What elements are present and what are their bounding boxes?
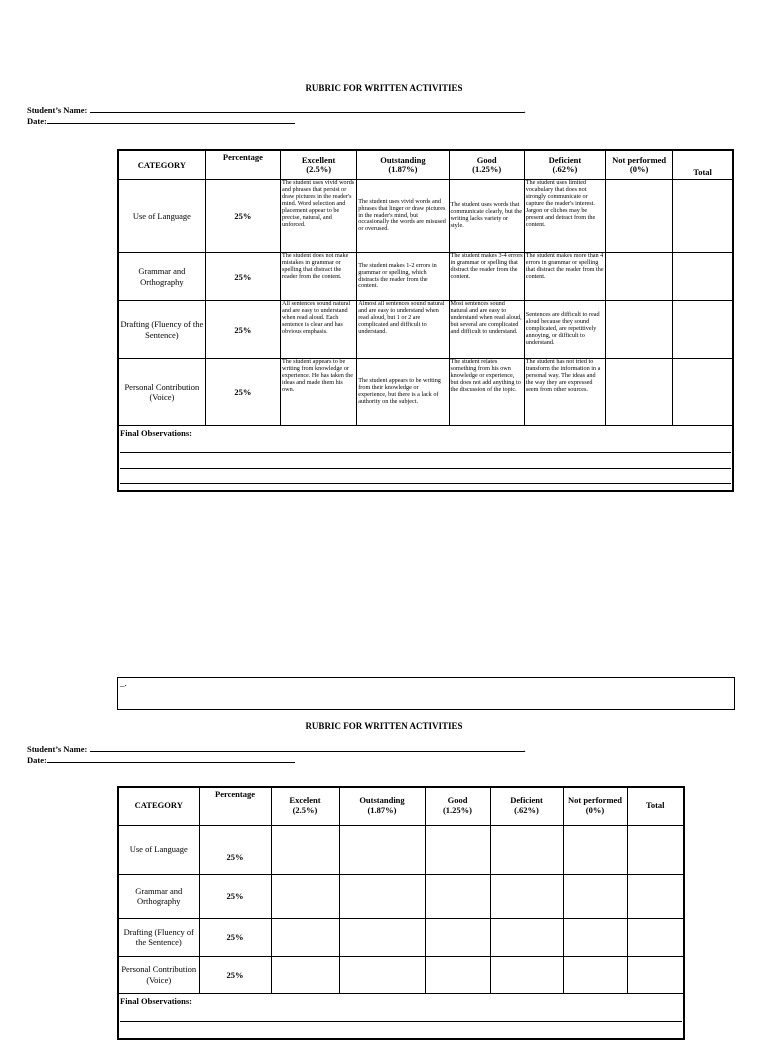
outstanding-cell: Almost all sentences sound natural and are easy to understand when read aloud, but 1 or 2 are complicated and difficult to understand.	[357, 301, 449, 359]
good-cell: The student relates something from his own knowledge or experience, but does not add anything to the discussion of the topic.	[449, 359, 524, 426]
table-row	[118, 874, 684, 918]
deficient-cell: The student uses limited vocabulary that does not strongly communicate or capture the reader's interest. Jargon or cliches may be present and detract from the content.	[524, 180, 605, 253]
excellent-cell: The student uses vivid words and phrases that persist or draw pictures in the reader's mind. Word selection and placement appear to be precise, natural, and unforced.	[281, 180, 357, 253]
rubric-table-2	[117, 786, 685, 1040]
header-not-performed: Not performed (0%)	[563, 787, 627, 825]
header-excellent: Excellent (2.5%)	[281, 150, 357, 180]
deficient-cell[interactable]	[490, 956, 563, 993]
header-row	[118, 787, 684, 825]
total-cell[interactable]	[673, 301, 733, 359]
date-label-2: Date:	[27, 755, 47, 765]
good-cell[interactable]	[425, 956, 490, 993]
category-cell: Use of Language	[118, 825, 199, 874]
category-cell: Drafting (Fluency of the Sentence)	[118, 918, 199, 956]
date-field[interactable]	[27, 116, 295, 126]
rubric-title: RUBRIC FOR WRITTEN ACTIVITIES	[305, 83, 463, 93]
total-cell[interactable]	[627, 956, 684, 993]
excellent-cell: The student appears to be writing from knowledge or experience. He has taken the ideas and made them his own.	[281, 359, 357, 426]
deficient-cell[interactable]	[490, 825, 563, 874]
percentage-cell: 25%	[205, 180, 280, 253]
deficient-cell: Sentences are difficult to read aloud because they sound complicated, are repetitively annoying, or difficult to understand.	[524, 301, 605, 359]
header-outstanding: Outstanding (1.87%)	[357, 150, 449, 180]
excellent-cell[interactable]	[271, 874, 339, 918]
outstanding-cell[interactable]	[339, 825, 425, 874]
deficient-cell: The student has not tried to transform the information in a personal way. The ideas and the way they are expressed seem from other sources.	[524, 359, 605, 426]
student-name-trailer: .	[523, 105, 526, 115]
outstanding-cell: The student uses vivid words and phrases that linger or draw pictures in the reader's mind, but occasionally the words are misused or overused.	[357, 180, 449, 253]
category-cell: Personal Contribution (Voice)	[118, 359, 205, 426]
header-good: Good (1.25%)	[425, 787, 490, 825]
excellent-cell[interactable]	[271, 825, 339, 874]
observation-line[interactable]	[120, 1006, 682, 1022]
header-good: Good (1.25%)	[449, 150, 524, 180]
not-performed-cell[interactable]	[563, 874, 627, 918]
good-cell: Most sentences sound natural and are easy to understand when read aloud, but several are complicated and difficult to understand.	[449, 301, 524, 359]
excellent-cell[interactable]	[271, 918, 339, 956]
table-row	[118, 253, 733, 301]
header-outstanding: Outstanding (1.87%)	[339, 787, 425, 825]
outstanding-cell: The student makes 1-2 errors in grammar or spelling, which distracts the reader from the content.	[357, 253, 449, 301]
table-row	[118, 359, 733, 426]
not-performed-cell[interactable]	[563, 825, 627, 874]
percentage-cell: 25%	[199, 874, 271, 918]
observation-line[interactable]	[120, 438, 731, 453]
date-label: Date:	[27, 116, 47, 126]
percentage-cell: 25%	[199, 956, 271, 993]
student-name-trailer-2: .	[523, 744, 526, 754]
total-cell[interactable]	[673, 359, 733, 426]
table-row	[118, 918, 684, 956]
category-cell: Use of Language	[118, 180, 205, 253]
not-performed-cell[interactable]	[606, 180, 673, 253]
excellent-cell[interactable]	[271, 956, 339, 993]
final-observations-label: Final Observations:	[120, 995, 193, 1006]
observations-row	[118, 426, 733, 492]
header-row	[118, 150, 733, 180]
deficient-cell[interactable]	[490, 918, 563, 956]
observation-line[interactable]	[120, 453, 731, 469]
category-cell: Grammar and Orthography	[118, 874, 199, 918]
good-cell[interactable]	[425, 825, 490, 874]
percentage-cell: 25%	[205, 359, 280, 426]
student-name-line-2[interactable]	[90, 751, 524, 752]
category-cell: Grammar and Orthography	[118, 253, 205, 301]
not-performed-cell[interactable]	[563, 956, 627, 993]
header-category: CATEGORY	[118, 150, 205, 180]
header-percentage: Percentage	[199, 787, 271, 825]
page-break-box	[117, 677, 735, 710]
percentage-cell: 25%	[205, 301, 280, 359]
not-performed-cell[interactable]	[606, 301, 673, 359]
student-name-label-2: Student’s Name:	[27, 744, 88, 754]
table-row	[118, 180, 733, 253]
final-observations-box[interactable]	[118, 993, 684, 1039]
header-total: Total	[673, 150, 733, 180]
observations-row	[118, 993, 684, 1039]
category-cell: Personal Contribution (Voice)	[118, 956, 199, 993]
header-deficient: Deficient (.62%)	[524, 150, 605, 180]
good-cell[interactable]	[425, 918, 490, 956]
total-cell[interactable]	[673, 253, 733, 301]
date-line[interactable]	[47, 123, 295, 124]
total-cell[interactable]	[673, 180, 733, 253]
rubric-table	[117, 149, 734, 492]
good-cell: The student uses words that communicate clearly, but the writing lacks variety or style.	[449, 180, 524, 253]
outstanding-cell[interactable]	[339, 956, 425, 993]
table-row	[118, 956, 684, 993]
deficient-cell[interactable]	[490, 874, 563, 918]
total-cell[interactable]	[627, 918, 684, 956]
total-cell[interactable]	[627, 825, 684, 874]
final-observations-box[interactable]	[118, 426, 733, 492]
percentage-cell: 25%	[205, 253, 280, 301]
student-name-line[interactable]	[90, 112, 524, 113]
table-row	[118, 301, 733, 359]
not-performed-cell[interactable]	[563, 918, 627, 956]
header-not-performed: Not performed (0%)	[606, 150, 673, 180]
total-cell[interactable]	[627, 874, 684, 918]
student-name-field[interactable]	[27, 105, 526, 115]
table-row	[118, 825, 684, 874]
not-performed-cell[interactable]	[606, 359, 673, 426]
student-name-field-2[interactable]	[27, 744, 526, 754]
date-field-2[interactable]	[27, 755, 295, 765]
good-cell: The student makes 3-4 errors in grammar or spelling that distract the reader from the content.	[449, 253, 524, 301]
good-cell[interactable]	[425, 874, 490, 918]
category-cell: Drafting (Fluency of the Sentence)	[118, 301, 205, 359]
excellent-cell: The student does not make mistakes in grammar or spelling that distract the reader from the content.	[281, 253, 357, 301]
rubric-title-2: RUBRIC FOR WRITTEN ACTIVITIES	[305, 721, 463, 731]
excellent-cell: All sentences sound natural and are easy to understand when read aloud. Each sentence is clear and has obvious emphasis.	[281, 301, 357, 359]
header-excellent: Excelent (2.5%)	[271, 787, 339, 825]
outstanding-cell[interactable]	[339, 874, 425, 918]
percentage-cell: 25%	[199, 918, 271, 956]
outstanding-cell: The student appears to be writing from their knowledge or experience, but there is a lack of authority on the subject.	[357, 359, 449, 426]
header-category: CATEGORY	[118, 787, 199, 825]
deficient-cell: The student makes more than 4 errors in grammar or spelling that distract the reader from the content.	[524, 253, 605, 301]
header-deficient: Deficient (.62%)	[490, 787, 563, 825]
student-name-label: Student’s Name:	[27, 105, 88, 115]
observation-line[interactable]	[120, 469, 731, 484]
percentage-cell: 25%	[199, 825, 271, 874]
outstanding-cell[interactable]	[339, 918, 425, 956]
box-text: _.	[120, 678, 127, 688]
final-observations-label: Final Observations:	[120, 428, 193, 438]
header-percentage: Percentage	[205, 150, 280, 180]
date-line-2[interactable]	[47, 762, 295, 763]
not-performed-cell[interactable]	[606, 253, 673, 301]
header-total: Total	[627, 787, 684, 825]
